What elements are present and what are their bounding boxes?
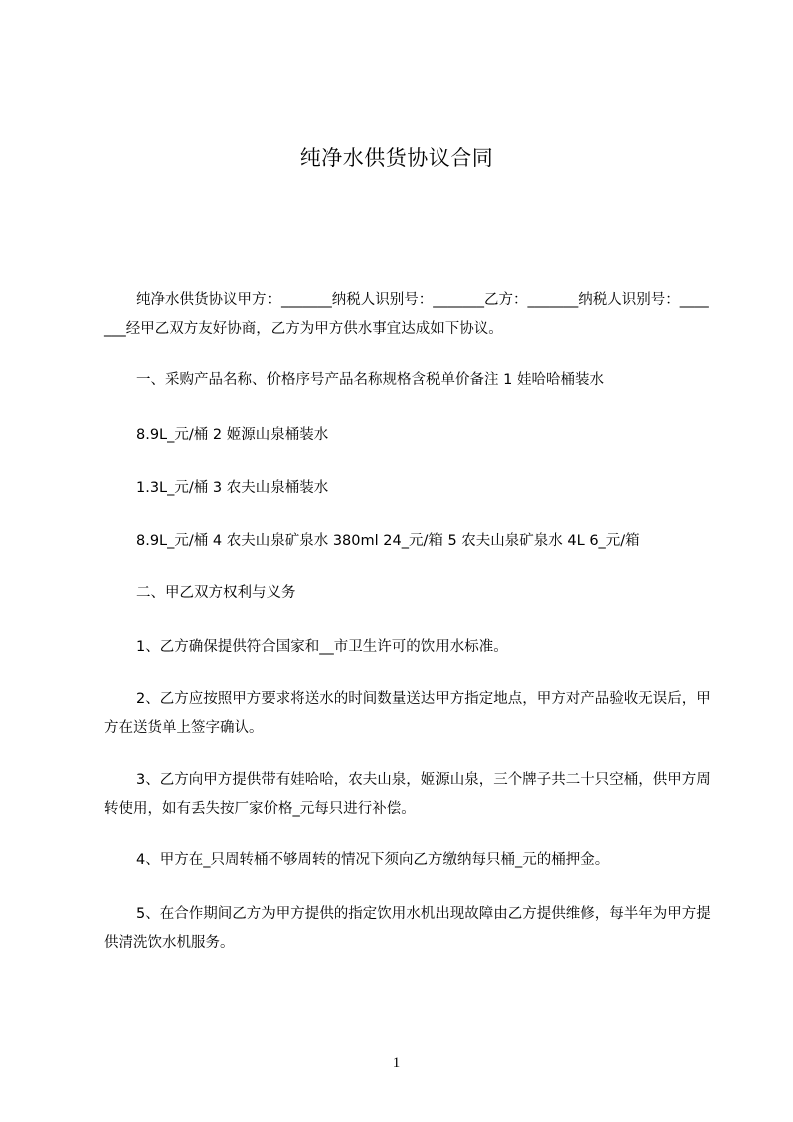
- paragraph-clause-1: 1、乙方确保提供符合国家和__市卫生许可的饮用水标准。: [136, 639, 508, 655]
- paragraph-clause-2: 2、乙方应按照甲方要求将送水的时间数量送达甲方指定地点，甲方对产品验收无误后，甲方在送货单上签字确认。: [104, 691, 711, 736]
- paragraph-clause-5: 5、在合作期间乙方为甲方提供的指定饮用水机出现故障由乙方提供维修，每半年为甲方提供清洗饮水机服务。: [104, 906, 711, 951]
- document-title: 纯净水供货协议合同: [299, 146, 494, 170]
- page-number: 1: [392, 1055, 401, 1071]
- paragraph-clause-4: 4、甲方在_只周转桶不够周转的情况下须向乙方缴纳每只桶_元的桶押金。: [136, 852, 610, 868]
- paragraph-product-line-3: 1.3L_元/桶 3 农夫山泉桶装水: [136, 480, 329, 496]
- paragraph-section-1-heading: 一、采购产品名称、价格序号产品名称规格含税单价备注 1 娃哈哈桶装水: [136, 372, 604, 388]
- paragraph-product-line-4: 8.9L_元/桶 4 农夫山泉矿泉水 380ml 24_元/箱 5 农夫山泉矿泉水 4L 6_元/箱: [136, 533, 640, 549]
- paragraph-clause-3: 3、乙方向甲方提供带有娃哈哈，农夫山泉，姬源山泉，三个牌子共二十只空桶，供甲方周转使用，如有丢失按厂家价格_元每只进行补偿。: [104, 772, 711, 817]
- paragraph-product-line-2: 8.9L_元/桶 2 姬源山泉桶装水: [136, 427, 329, 443]
- paragraph-intro: 纯净水供货协议甲方：_______纳税人识别号：_______乙方：_______纳税人识别号：_______经甲乙双方友好协商，乙方为甲方供水事宜达成如下协议。: [104, 292, 709, 337]
- paragraph-section-2-heading: 二、甲乙双方权利与义务: [136, 585, 296, 601]
